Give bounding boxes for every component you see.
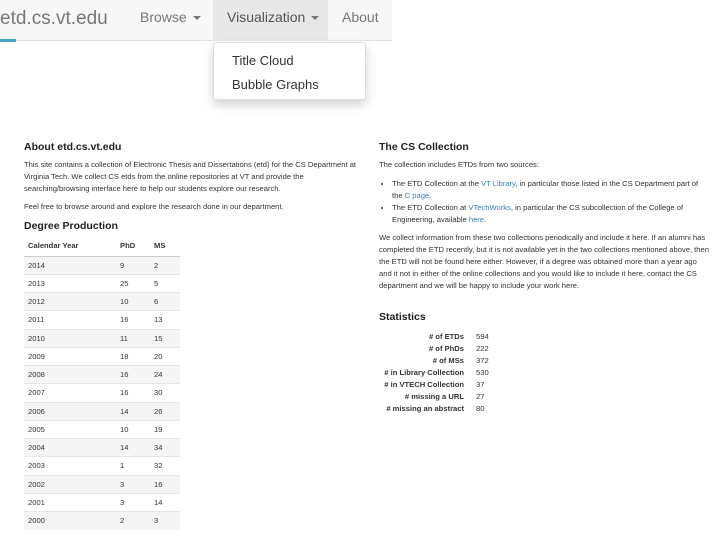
- cs-collection-heading: The CS Collection: [379, 141, 469, 153]
- list-item: [392, 202, 702, 226]
- about-paragraph: This site contains a collection of Electronic Thesis and Dissertations (etd) for the CS Department at Virginia Tech. We collect CS etds from the online repositories at VT and provide the searching/browsing interface here to help our students explore our research.: [24, 160, 357, 193]
- stat-label: # in VTECH Collection: [384, 380, 464, 389]
- table-row: [24, 512, 180, 530]
- ms-cell: 24: [150, 366, 180, 384]
- ms-cell: 3: [150, 512, 180, 530]
- phd-cell: 18: [116, 347, 150, 365]
- year-cell: 2012: [24, 293, 116, 311]
- phd-cell: 25: [116, 274, 150, 292]
- table-row: [24, 366, 180, 384]
- ms-cell: 34: [150, 439, 180, 457]
- stat-label: # missing an abstract: [386, 404, 464, 413]
- here-link[interactable]: here: [468, 215, 485, 224]
- phd-cell: 1: [116, 457, 150, 475]
- stat-value: 372: [476, 356, 489, 365]
- phd-cell: 16: [116, 311, 150, 329]
- year-cell: 2011: [24, 311, 116, 329]
- nav-browse[interactable]: [140, 0, 201, 41]
- stat-row: [380, 403, 489, 415]
- degree-production-table: [24, 236, 180, 530]
- stat-label: # of ETDs: [428, 332, 464, 341]
- caret-down-icon: [193, 16, 201, 20]
- year-cell: 2001: [24, 493, 116, 511]
- phd-cell: 10: [116, 293, 150, 311]
- phd-cell: 9: [116, 256, 150, 274]
- ms-cell: 32: [150, 457, 180, 475]
- stat-row: [380, 331, 489, 343]
- collection-intro: The collection includes ETDs from two sources:: [379, 160, 539, 169]
- table-row: [24, 256, 180, 274]
- stat-value: 27: [476, 392, 485, 401]
- nav-visualization[interactable]: [213, 0, 328, 41]
- source-list: [392, 178, 702, 226]
- nav-browse-label: Browse: [140, 9, 187, 25]
- year-cell: 2007: [24, 384, 116, 402]
- ms-cell: 26: [150, 402, 180, 420]
- vtechworks-link[interactable]: VTechWorks: [468, 203, 511, 212]
- ms-cell: 15: [150, 329, 180, 347]
- ms-cell: 16: [150, 475, 180, 493]
- navbar: [0, 0, 392, 41]
- year-cell: 2008: [24, 366, 116, 384]
- stat-row: [380, 367, 489, 379]
- ms-cell: 5: [150, 274, 180, 292]
- table-row: [24, 457, 180, 475]
- stat-label: # of PhDs: [428, 344, 464, 353]
- year-cell: 2002: [24, 475, 116, 493]
- list-item-text: .: [484, 215, 487, 224]
- list-item-text: The ETD Collection at the: [392, 179, 482, 188]
- ms-cell: 13: [150, 311, 180, 329]
- list-item-text: , in particular the CS subcollection of the College of Engineering, available: [392, 203, 684, 224]
- column-header: PhD: [116, 236, 150, 256]
- stat-label: # missing a URL: [404, 392, 464, 401]
- menu-item-title-cloud[interactable]: Title Cloud: [232, 53, 294, 68]
- ms-cell: 30: [150, 384, 180, 402]
- phd-cell: 3: [116, 493, 150, 511]
- list-item: [392, 178, 702, 202]
- collection-paragraph: We collect information from these two collections periodically and include it here. If an alumni has completed the ETD recently, but it is not available yet in the two collections mentioned above, then the ETD will not be found here either. However, if a degree was obtained more than a year ago and it not in either of the online collections and you would like to include it here, contact the CS department and we will be happy to include your work here.: [379, 233, 709, 290]
- year-cell: 2010: [24, 329, 116, 347]
- year-cell: 2006: [24, 402, 116, 420]
- column-header: Calendar Year: [24, 236, 116, 256]
- year-cell: 2003: [24, 457, 116, 475]
- ms-cell: 2: [150, 256, 180, 274]
- stat-row: [380, 355, 489, 367]
- phd-cell: 16: [116, 384, 150, 402]
- table-row: [24, 347, 180, 365]
- about-heading: About etd.cs.vt.edu: [24, 141, 122, 153]
- phd-cell: 14: [116, 402, 150, 420]
- statistics-heading: Statistics: [379, 311, 426, 323]
- stat-value: 80: [476, 404, 485, 413]
- brand-link[interactable]: etd.cs.vt.edu: [0, 8, 108, 29]
- table-row: [24, 439, 180, 457]
- nav-about[interactable]: About: [342, 9, 379, 25]
- phd-cell: 3: [116, 475, 150, 493]
- phd-cell: 10: [116, 420, 150, 438]
- nav-visualization-label: Visualization: [227, 9, 306, 25]
- stat-value: 594: [476, 332, 489, 341]
- vt-library-link[interactable]: VT Library: [481, 179, 516, 188]
- c-page-link[interactable]: C page: [404, 191, 430, 200]
- phd-cell: 2: [116, 512, 150, 530]
- ms-cell: 14: [150, 493, 180, 511]
- stat-value: 530: [476, 368, 489, 377]
- list-item-text: , in particular those listed in the CS Department part of the: [392, 179, 699, 200]
- about-browse-note: Feel free to browse around and explore the research done in our department.: [24, 202, 284, 211]
- year-cell: 2000: [24, 512, 116, 530]
- table-row: [24, 274, 180, 292]
- table-row: [24, 293, 180, 311]
- phd-cell: 11: [116, 329, 150, 347]
- column-header: MS: [150, 236, 180, 256]
- phd-cell: 16: [116, 366, 150, 384]
- table-row: [24, 384, 180, 402]
- menu-item-bubble-graphs[interactable]: Bubble Graphs: [232, 77, 319, 92]
- statistics-table: [380, 331, 489, 415]
- ms-cell: 6: [150, 293, 180, 311]
- stat-value: 222: [476, 344, 489, 353]
- caret-down-icon: [311, 16, 319, 20]
- year-cell: 2013: [24, 274, 116, 292]
- year-cell: 2005: [24, 420, 116, 438]
- stat-label: # of MSs: [432, 356, 464, 365]
- table-row: [24, 493, 180, 511]
- stat-row: [380, 391, 489, 403]
- ms-cell: 20: [150, 347, 180, 365]
- visualization-dropdown-menu: [213, 42, 366, 100]
- stat-row: [380, 379, 489, 391]
- table-row: [24, 420, 180, 438]
- year-cell: 2004: [24, 439, 116, 457]
- year-cell: 2009: [24, 347, 116, 365]
- table-row: [24, 329, 180, 347]
- year-cell: 2014: [24, 256, 116, 274]
- list-item-text: .: [429, 191, 432, 200]
- phd-cell: 14: [116, 439, 150, 457]
- table-row: [24, 311, 180, 329]
- table-row: [24, 475, 180, 493]
- table-header-row: [24, 236, 180, 256]
- list-item-text: The ETD Collection at: [392, 203, 469, 212]
- table-row: [24, 402, 180, 420]
- stat-value: 37: [476, 380, 485, 389]
- ms-cell: 19: [150, 420, 180, 438]
- stat-label: # in Library Collection: [384, 368, 464, 377]
- stat-row: [380, 343, 489, 355]
- degree-production-heading: Degree Production: [24, 220, 118, 232]
